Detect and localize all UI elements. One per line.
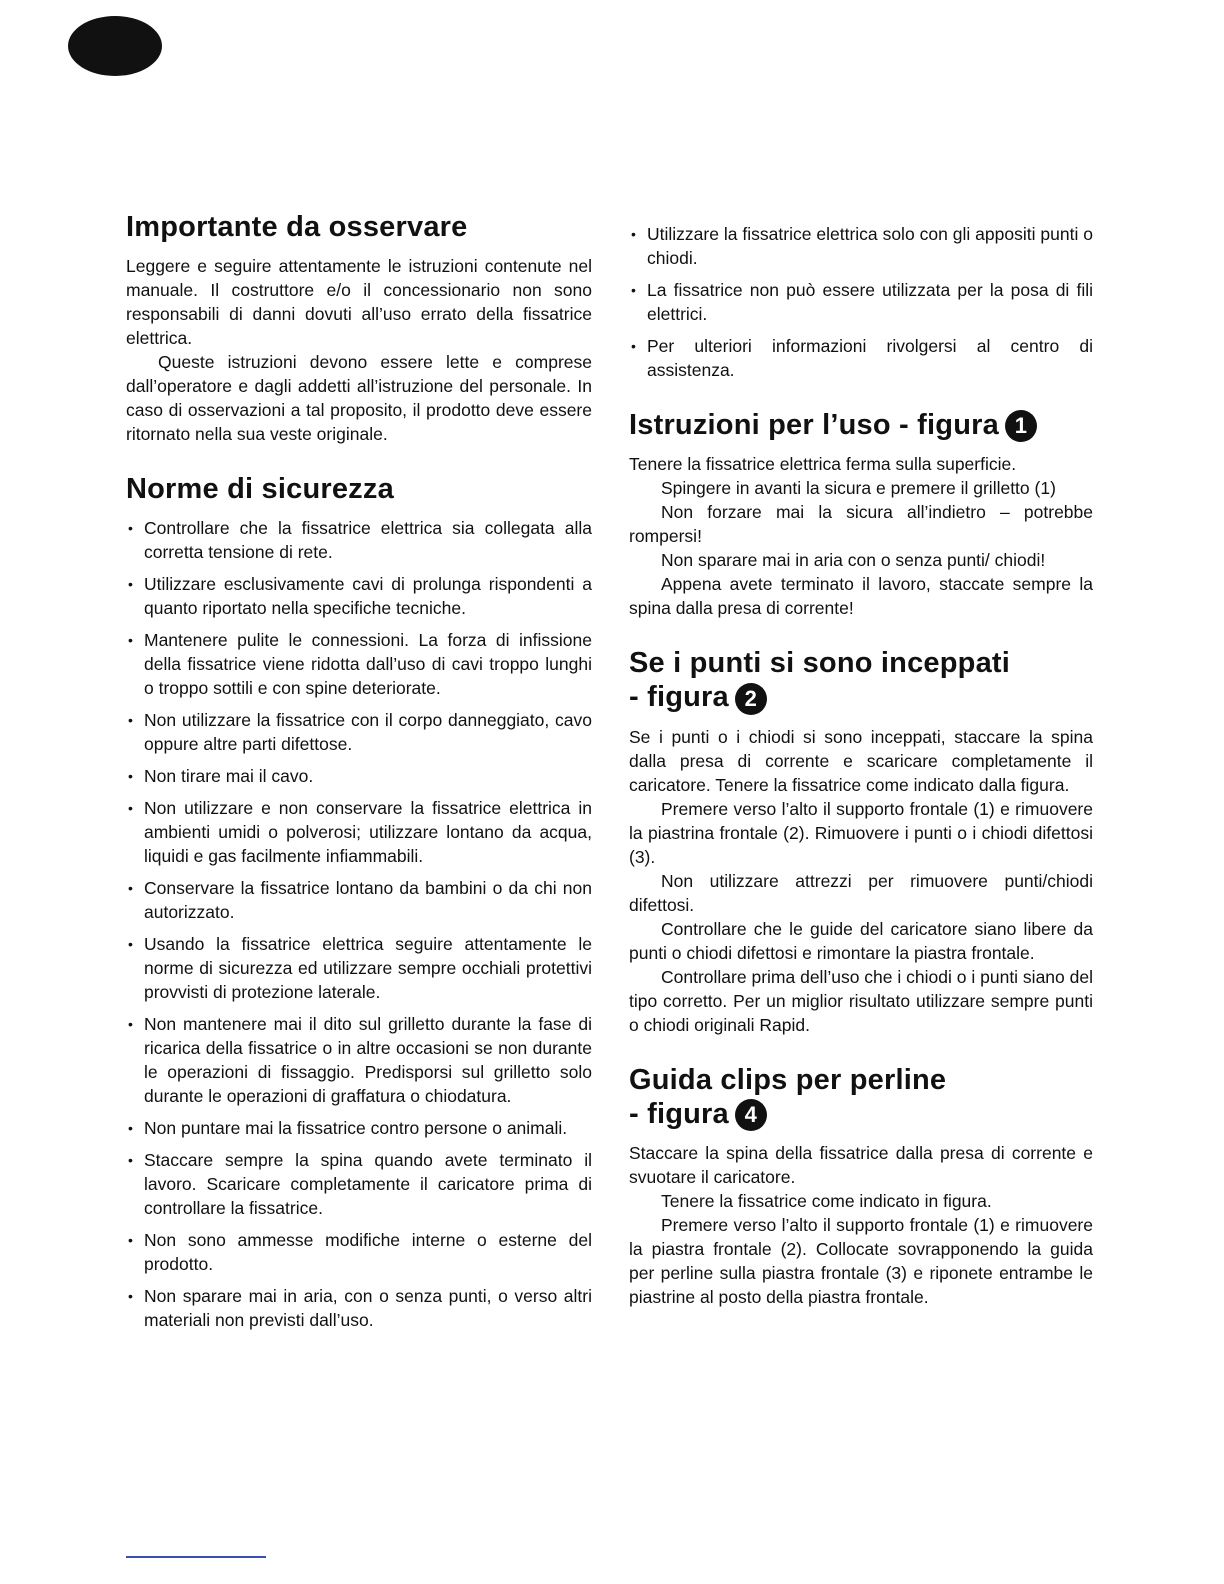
usage-section [629,408,1093,620]
list-item: • Utilizzare la fissatrice elettrica solo con gli appositi punti o chiodi. [631,224,1093,268]
list-item: • Non sparare mai in aria, con o senza punti, o verso altri materiali non previsti dall’uso. [128,1286,592,1330]
list-item: • Usando la fissatrice elettrica seguire attentamente le norme di sicurezza ed utilizzare sempre occhiali protettivi provvisti di protezione laterale. [128,934,592,1002]
bullet-icon: • [631,226,636,242]
safety-list [126,516,592,1332]
bullet-icon: • [128,576,133,592]
bullet-icon: • [128,1288,133,1304]
important-paragraph-1: Leggere e seguire attentamente le istruzioni contenute nel manuale. Il costruttore e/o il concessionario non sono responsabili di danni dovuti all’uso errato della fissatrice elettrica. [126,256,592,348]
jam-section [629,646,1093,1036]
usage-heading: Istruzioni per l’uso - figura 1 [629,408,1093,442]
jam-paragraph-3: Non utilizzare attrezzi per rimuovere punti/chiodi difettosi. [629,870,1093,915]
bullet-icon: • [128,632,133,648]
bullet-icon: • [128,1016,133,1032]
bullet-icon: • [128,712,133,728]
bullet-icon: • [128,1232,133,1248]
usage-paragraph-5: Appena avete terminato il lavoro, staccate sempre la spina dalla presa di corrente! [629,574,1093,619]
figure-2-badge: 2 [735,683,767,715]
important-paragraph-2: Queste istruzioni devono essere lette e comprese dall’operatore e dagli addetti all’istruzione del personale. In caso di osservazioni a tal proposito, il prodotto deve essere ritornato nella sua veste originale. [126,352,592,444]
footer-divider [126,1556,266,1558]
usage-paragraph-1: Tenere la fissatrice elettrica ferma sulla superficie. [629,454,1017,475]
figure-4-badge: 4 [735,1099,767,1131]
extra-safety-list [629,222,1093,382]
list-item: • Conservare la fissatrice lontano da bambini o da chi non autorizzato. [128,878,592,922]
jam-paragraph-1: Se i punti o i chiodi si sono inceppati, staccare la spina dalla presa di corrente e scaricare completamente il caricatore. Tenere la fissatrice come indicato dalla figura. [629,726,1093,795]
left-column [126,210,592,1340]
safety-heading: Norme di sicurezza [126,473,394,505]
list-item: • Controllare che la fissatrice elettrica sia collegata alla corretta tensione di rete. [128,518,592,562]
jam-paragraph-4: Controllare che le guide del caricatore siano libere da punti o chiodi difettosi e rimontare la piastra frontale. [629,918,1093,963]
list-item: • Non sono ammesse modifiche interne o esterne del prodotto. [128,1230,592,1274]
bullet-icon: • [128,520,133,536]
list-item: • La fissatrice non può essere utilizzata per la posa di fili elettrici. [631,280,1093,324]
usage-paragraph-4: Non sparare mai in aria con o senza punti/ chiodi! [661,550,1046,571]
important-heading: Importante da osservare [126,211,468,243]
list-item: • Non puntare mai la fissatrice contro persone o animali. [128,1118,568,1138]
list-item: • Mantenere pulite le connessioni. La forza di infissione della fissatrice viene ridotta dall’uso di cavi troppo lunghi o troppo sottili e con spine deteriorate. [128,630,592,698]
language-tab-marker [68,16,162,76]
list-item: • Non utilizzare e non conservare la fissatrice elettrica in ambienti umidi o polverosi; utilizzare lontano da acqua, liquidi e gas facilmente infiammabili. [128,798,592,866]
clip-paragraph-1: Staccare la spina della fissatrice dalla presa di corrente e svuotare il caricatore. [629,1143,1093,1188]
bullet-icon: • [631,338,636,354]
clip-paragraph-3: Premere verso l’alto il supporto frontale (1) e rimuovere la piastra frontale (2). Collocate sovrapponendo la guida per perline sulla piastra frontale (3) e riponete entrambe le piastrine al posto della piastra frontale. [629,1215,1093,1308]
clip-section [629,1063,1093,1309]
jam-paragraph-2: Premere verso l’alto il supporto frontale (1) e rimuovere la piastrina frontale (2). Rimuovere i punti o i chiodi difettosi (3). [629,798,1093,867]
bullet-icon: • [128,1152,133,1168]
figure-1-badge: 1 [1005,410,1037,442]
bullet-icon: • [631,282,636,298]
bullet-icon: • [128,936,133,952]
bullet-icon: • [128,768,133,784]
bullet-icon: • [128,800,133,816]
bullet-icon: • [128,1120,133,1136]
right-column [629,222,1093,1309]
list-item: • Non utilizzare la fissatrice con il corpo danneggiato, cavo oppure altre parti difettose. [128,710,592,754]
clip-heading: Guida clips per perline - figura 4 [629,1063,947,1130]
bullet-icon: • [128,880,133,896]
list-item: • Staccare sempre la spina quando avete terminato il lavoro. Scaricare completamente il caricatore prima di controllare la fissatrice. [128,1150,592,1218]
jam-heading: Se i punti si sono inceppati - figura 2 [629,647,1011,714]
usage-paragraph-3: Non forzare mai la sicura all’indietro – potrebbe rompersi! [629,502,1093,547]
usage-paragraph-2: Spingere in avanti la sicura e premere il grilletto (1) [661,478,1056,499]
clip-paragraph-2: Tenere la fissatrice come indicato in figura. [661,1191,992,1212]
jam-paragraph-5: Controllare prima dell’uso che i chiodi o i punti siano del tipo corretto. Per un miglior risultato utilizzare sempre punti o chiodi originali Rapid. [629,966,1093,1035]
list-item: • Utilizzare esclusivamente cavi di prolunga rispondenti a quanto riportato nella specifiche tecniche. [128,574,592,618]
list-item: • Per ulteriori informazioni rivolgersi al centro di assistenza. [631,336,1093,380]
list-item: • Non mantenere mai il dito sul grilletto durante la fase di ricarica della fissatrice o in altre occasioni se non durante le operazioni di fissaggio. Predisporsi sul grilletto solo durante le operazioni di graffatura o chiodatura. [128,1014,592,1106]
safety-section [126,472,592,1332]
list-item: • Non tirare mai il cavo. [128,766,314,786]
